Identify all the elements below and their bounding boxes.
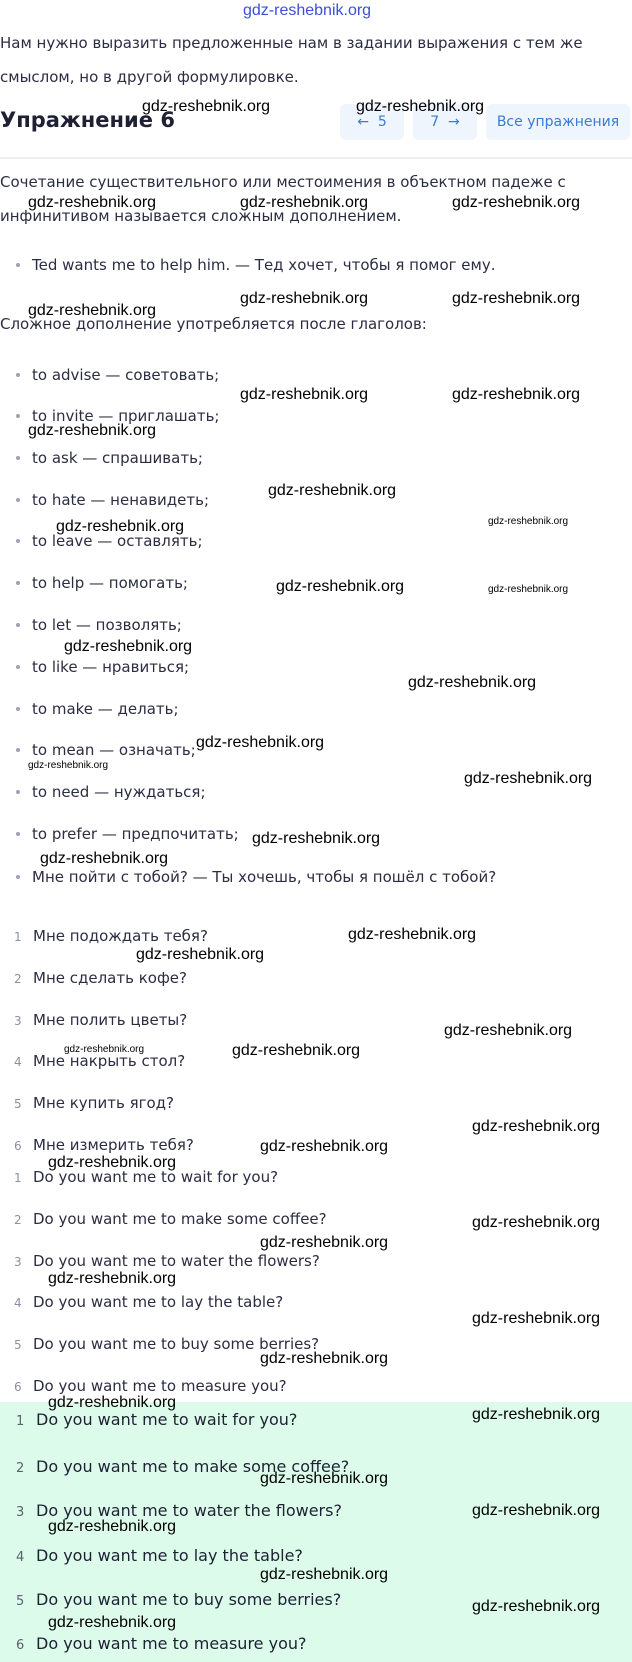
verb-text: to invite — приглашать; [32, 407, 220, 425]
next-exercise-label: 7 [430, 114, 440, 130]
watermark: gdz-reshebnik.org [48, 1154, 177, 1171]
item-text: Do you want me to measure you? [33, 1377, 287, 1395]
verb-text: to prefer — предпочитать; [32, 825, 239, 843]
watermark: gdz-reshebnik.org [260, 1566, 389, 1583]
watermark: gdz-reshebnik.org [472, 1310, 601, 1327]
list-item [16, 614, 182, 636]
all-exercises-button[interactable] [486, 104, 630, 140]
list-item [16, 656, 189, 678]
watermark: gdz-reshebnik.org [56, 518, 185, 535]
item-number: 6 [16, 1638, 25, 1653]
bullet-dot [16, 373, 20, 377]
item-number: 3 [16, 1505, 25, 1520]
verb-text: to ask — спрашивать; [32, 449, 203, 467]
bullet-dot [16, 456, 20, 460]
site-header[interactable]: gdz-reshebnik.org [243, 2, 372, 19]
watermark: gdz-reshebnik.org [142, 98, 271, 115]
item-number: 5 [14, 1097, 22, 1111]
list-item [16, 1544, 303, 1568]
item-number: 1 [14, 1171, 22, 1185]
list-item [16, 364, 219, 386]
watermark: gdz-reshebnik.org [64, 1044, 145, 1055]
list-item [14, 1250, 320, 1272]
list-item [16, 698, 179, 720]
item-number: 1 [16, 1414, 25, 1429]
item-number: 2 [14, 972, 22, 986]
item-number: 5 [16, 1594, 25, 1609]
watermark: gdz-reshebnik.org [276, 578, 405, 595]
bullet-dot [16, 623, 20, 627]
watermark: gdz-reshebnik.org [240, 386, 369, 403]
watermark: gdz-reshebnik.org [48, 1614, 177, 1631]
verb-text: to advise — советовать; [32, 366, 220, 384]
bullet-dot [16, 748, 20, 752]
watermark: gdz-reshebnik.org [472, 1118, 601, 1135]
list-item [14, 1291, 283, 1313]
verb-text: to need — нуждаться; [32, 783, 206, 801]
list-item [14, 1208, 327, 1230]
bullet-dot [16, 832, 20, 836]
item-text: Do you want me to make some coffee? [36, 1457, 350, 1476]
watermark: gdz-reshebnik.org [472, 1598, 601, 1615]
list-item [14, 967, 187, 989]
item-text: Do you want me to water the flowers? [33, 1252, 320, 1270]
watermark: gdz-reshebnik.org [48, 1518, 177, 1535]
watermark: gdz-reshebnik.org [488, 584, 569, 595]
watermark: gdz-reshebnik.org [444, 1022, 573, 1039]
watermark: gdz-reshebnik.org [28, 422, 157, 439]
exercise-title: Упражнение 6 [0, 108, 175, 132]
list-item [14, 925, 208, 947]
watermark: gdz-reshebnik.org [472, 1502, 601, 1519]
bullet-dot [16, 498, 20, 502]
header-divider [0, 157, 632, 159]
item-text: Мне накрыть стол? [33, 1052, 186, 1070]
watermark: gdz-reshebnik.org [472, 1214, 601, 1231]
intro-text: Нам нужно выразить предложенные нам в задании выражения с тем же смыслом, но в другой формулировке. [0, 34, 583, 86]
watermark: gdz-reshebnik.org [252, 830, 381, 847]
list-item [16, 781, 206, 803]
arrow-left-icon: ← [357, 114, 369, 130]
prev-exercise-label: 5 [377, 114, 387, 130]
watermark: gdz-reshebnik.org [464, 770, 593, 787]
list-item [16, 1588, 341, 1612]
watermark: gdz-reshebnik.org [268, 482, 397, 499]
list-item [14, 1134, 194, 1156]
watermark: gdz-reshebnik.org [28, 302, 157, 319]
watermark: gdz-reshebnik.org [452, 194, 581, 211]
verb-text: to make — делать; [32, 700, 179, 718]
watermark: gdz-reshebnik.org [40, 850, 169, 867]
item-number: 2 [14, 1213, 22, 1227]
list-item [16, 823, 239, 845]
item-text: Do you want me to wait for you? [33, 1168, 279, 1186]
watermark: gdz-reshebnik.org [240, 194, 369, 211]
watermark: gdz-reshebnik.org [48, 1270, 177, 1287]
list-item [16, 1632, 307, 1656]
watermark: gdz-reshebnik.org [348, 926, 477, 943]
item-number: 1 [14, 930, 22, 944]
task-example-text: Мне пойти с тобой? — Ты хочешь, чтобы я пошёл с тобой? [32, 868, 497, 886]
verb-text: to hate — ненавидеть; [32, 491, 210, 509]
item-text: Мне полить цветы? [33, 1011, 188, 1029]
bullet-dot [16, 790, 20, 794]
arrow-right-icon: → [448, 114, 460, 130]
watermark: gdz-reshebnik.org [260, 1234, 389, 1251]
example-text: Ted wants me to help him. — Тед хочет, чтобы я помог ему. [32, 256, 496, 274]
item-number: 3 [14, 1255, 22, 1269]
watermark: gdz-reshebnik.org [28, 760, 109, 771]
item-text: Do you want me to wait for you? [36, 1410, 298, 1429]
watermark: gdz-reshebnik.org [260, 1138, 389, 1155]
item-text: Do you want me to buy some berries? [36, 1590, 342, 1609]
bullet-dot [16, 665, 20, 669]
item-text: Do you want me to lay the table? [36, 1546, 303, 1565]
item-text: Do you want me to measure you? [36, 1634, 307, 1653]
item-text: Do you want me to lay the table? [33, 1293, 284, 1311]
list-item [16, 489, 209, 511]
definition-text: Сочетание существительного или местоимения в объектном падеже с инфинитивом называется сложным дополнением. [0, 173, 566, 225]
watermark: gdz-reshebnik.org [472, 1406, 601, 1423]
all-exercises-label: Все упражнения [496, 114, 620, 130]
watermark: gdz-reshebnik.org [452, 290, 581, 307]
watermark: gdz-reshebnik.org [260, 1350, 389, 1367]
watermark: gdz-reshebnik.org [28, 194, 157, 211]
item-text: Do you want me to make some coffee? [33, 1210, 327, 1228]
watermark: gdz-reshebnik.org [48, 1394, 177, 1411]
watermark: gdz-reshebnik.org [64, 638, 193, 655]
item-text: Мне купить ягод? [33, 1094, 174, 1112]
watermark: gdz-reshebnik.org [196, 734, 325, 751]
watermark: gdz-reshebnik.org [408, 674, 537, 691]
item-number: 5 [14, 1338, 22, 1352]
item-text: Мне измерить тебя? [33, 1136, 194, 1154]
task-example-item [16, 866, 496, 888]
watermark: gdz-reshebnik.org [356, 98, 485, 115]
bullet-dot [16, 707, 20, 711]
bullet-dot [16, 539, 20, 543]
verbs-intro: Сложное дополнение употребляется после глаголов: [0, 315, 427, 333]
example-item [16, 254, 495, 276]
bullet-dot [16, 581, 20, 585]
item-number: 6 [14, 1139, 22, 1153]
item-text: Мне подождать тебя? [33, 927, 208, 945]
item-number: 4 [16, 1550, 25, 1565]
item-number: 2 [16, 1461, 25, 1476]
list-item [16, 447, 203, 469]
bullet-dot [16, 263, 20, 267]
verb-text: to like — нравиться; [32, 658, 190, 676]
watermark: gdz-reshebnik.org [232, 1042, 361, 1059]
list-item [16, 572, 188, 594]
verb-text: to help — помогать; [32, 574, 188, 592]
verb-text: to leave — оставлять; [32, 532, 203, 550]
verb-text: to let — позволять; [32, 616, 182, 634]
bullet-dot [16, 414, 20, 418]
watermark: gdz-reshebnik.org [240, 290, 369, 307]
watermark: gdz-reshebnik.org [452, 386, 581, 403]
verb-text: to mean — означать; [32, 741, 196, 759]
item-number: 4 [14, 1055, 22, 1069]
watermark: gdz-reshebnik.org [136, 946, 265, 963]
bullet-dot [16, 875, 20, 879]
watermark: gdz-reshebnik.org [260, 1470, 389, 1487]
list-item [16, 739, 196, 761]
item-number: 3 [14, 1014, 22, 1028]
list-item [14, 1092, 174, 1114]
list-item [14, 1009, 187, 1031]
item-text: Do you want me to water the flowers? [36, 1501, 342, 1520]
item-number: 6 [14, 1380, 22, 1394]
item-number: 4 [14, 1296, 22, 1310]
item-text: Мне сделать кофе? [33, 969, 187, 987]
watermark: gdz-reshebnik.org [488, 516, 569, 527]
item-text: Do you want me to buy some berries? [33, 1335, 320, 1353]
